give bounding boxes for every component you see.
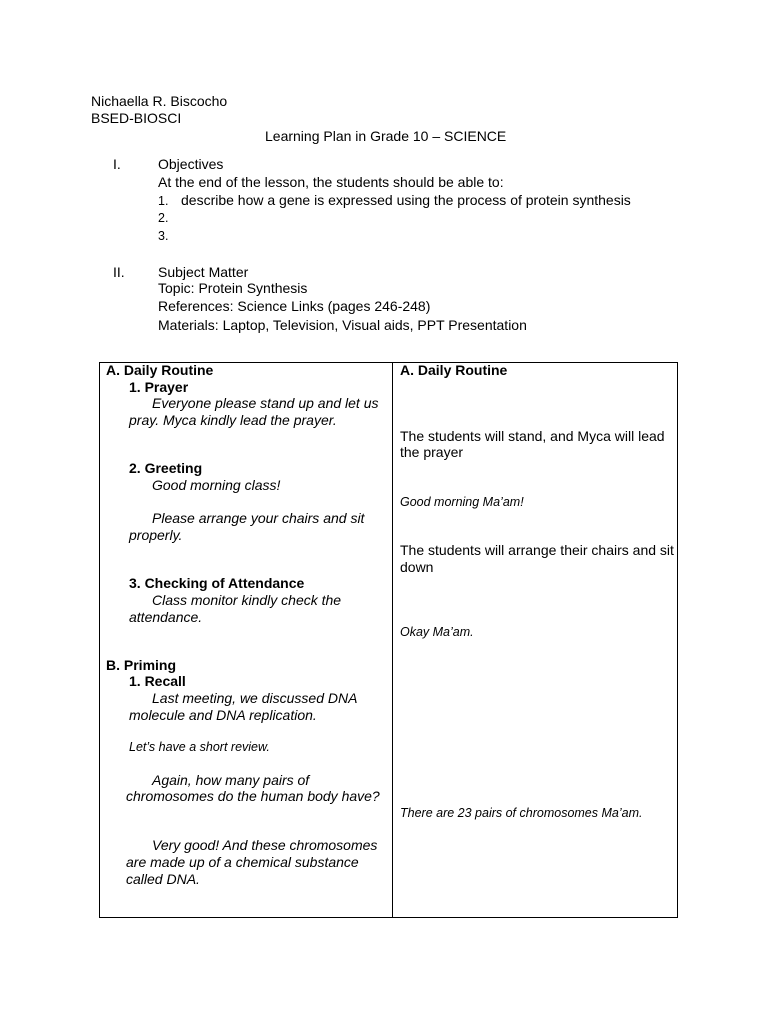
- review-text: Let’s have a short review.: [129, 740, 270, 754]
- arrange-text: Please arrange your chairs and sit: [152, 510, 365, 526]
- greeting-title: 2. Greeting: [129, 460, 203, 476]
- author-name: Nichaella R. Biscocho: [91, 93, 228, 109]
- greeting-text: Good morning class!: [152, 477, 281, 493]
- recall-title: 1. Recall: [129, 673, 186, 689]
- very-good-text: called DNA.: [126, 871, 200, 887]
- attendance-title: 3. Checking of Attendance: [129, 575, 305, 591]
- student-stand-text: The students will stand, and Myca will lead: [400, 428, 665, 444]
- very-good-text: Very good! And these chromosomes: [152, 837, 378, 853]
- attendance-text: Class monitor kindly check the: [152, 592, 342, 608]
- prayer-text: pray. Myca kindly lead the prayer.: [129, 412, 337, 428]
- objectives-numeral: I.: [113, 156, 121, 172]
- objective-number: 3.: [158, 229, 169, 243]
- left-section-priming: B. Priming: [106, 657, 177, 673]
- recall-text: Last meeting, we discussed DNA: [152, 690, 358, 706]
- page-title: Learning Plan in Grade 10 – SCIENCE: [265, 128, 507, 144]
- left-section-daily-routine: A. Daily Routine: [106, 362, 214, 378]
- student-okay-reply: Okay Ma’am.: [400, 625, 474, 639]
- very-good-text: are made up of a chemical substance: [126, 854, 359, 870]
- attendance-text: attendance.: [129, 609, 203, 625]
- objective-number: 1.: [158, 194, 169, 208]
- objectives-intro: At the end of the lesson, the students should be able to:: [158, 174, 504, 190]
- subject-matter-heading: Subject Matter: [158, 264, 249, 280]
- lesson-table: [99, 362, 678, 918]
- topic-line: Topic: Protein Synthesis: [158, 280, 308, 296]
- prayer-title: 1. Prayer: [129, 379, 189, 395]
- prayer-text: Everyone please stand up and let us: [152, 395, 379, 411]
- student-greeting-reply: Good morning Ma’am!: [400, 495, 524, 509]
- objective-text: describe how a gene is expressed using the process of protein synthesis: [181, 192, 631, 208]
- objectives-heading: Objectives: [158, 156, 224, 172]
- student-stand-text: the prayer: [400, 444, 464, 460]
- course-name: BSED-BIOSCI: [91, 110, 182, 126]
- materials-line: Materials: Laptop, Television, Visual aids, PPT Presentation: [158, 317, 527, 333]
- question-text: chromosomes do the human body have?: [126, 788, 380, 804]
- student-arrange-text: The students will arrange their chairs and sit: [400, 542, 674, 558]
- student-pairs-reply: There are 23 pairs of chromosomes Ma’am.: [400, 806, 643, 820]
- question-text: Again, how many pairs of: [152, 772, 310, 788]
- references-line: References: Science Links (pages 246-248): [158, 298, 431, 314]
- student-arrange-text: down: [400, 559, 434, 575]
- right-section-daily-routine: A. Daily Routine: [400, 362, 508, 378]
- arrange-text: properly.: [129, 527, 183, 543]
- objective-number: 2.: [158, 211, 169, 225]
- table-column-divider: [392, 362, 393, 918]
- recall-text: molecule and DNA replication.: [129, 707, 317, 723]
- subject-matter-numeral: II.: [113, 264, 125, 280]
